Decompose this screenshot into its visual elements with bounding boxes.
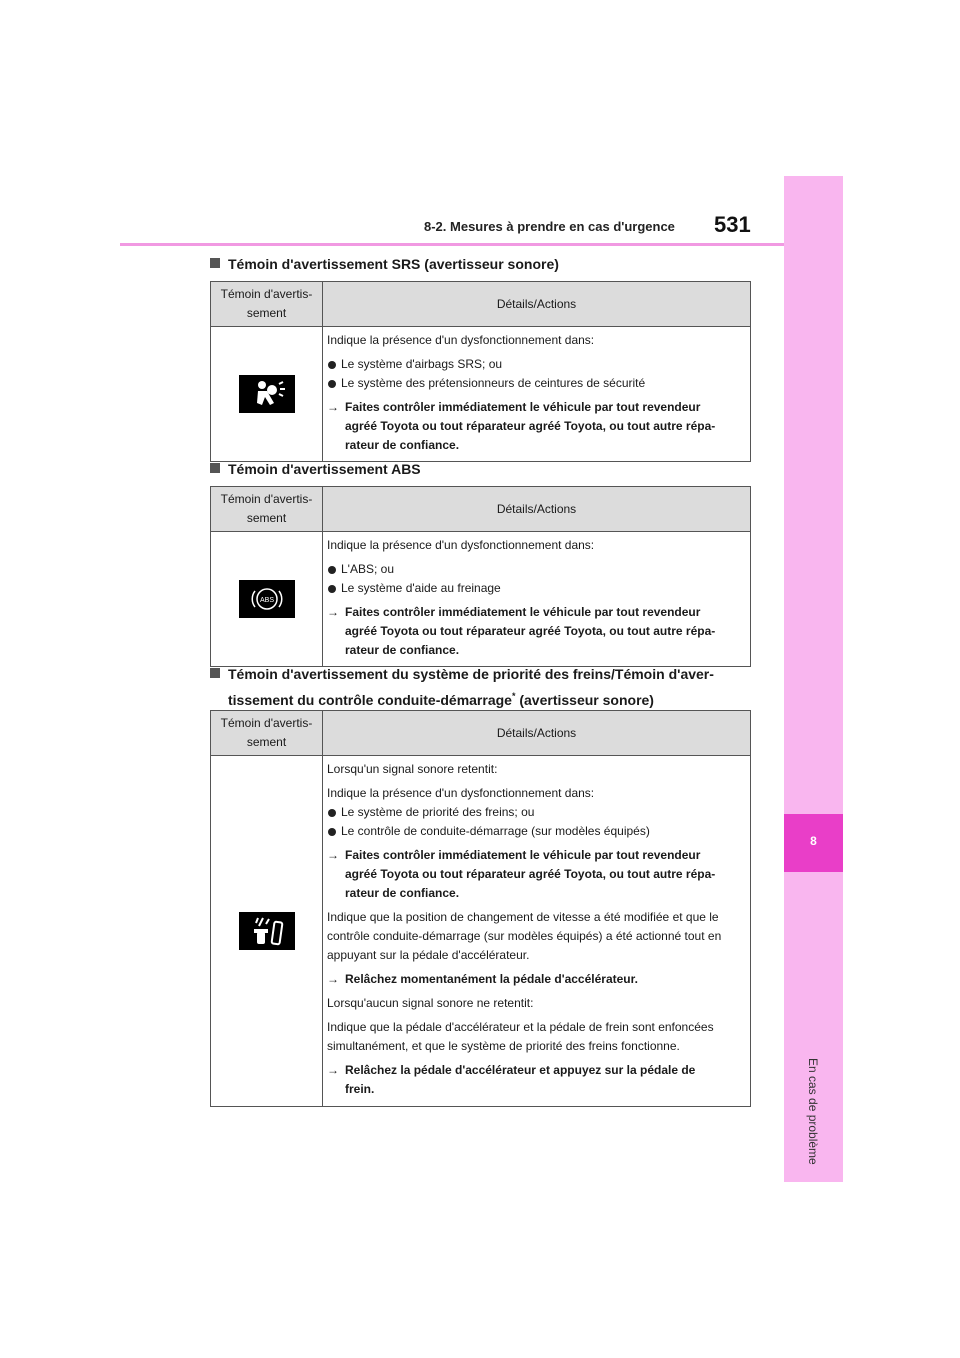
table-header-light: Témoin d'avertis- sement [211,282,323,327]
table-header-details: Détails/Actions [323,487,751,532]
abs-icon [239,580,295,618]
abs-warning-table [210,486,751,667]
header-section-title: 8-2. Mesures à prendre en cas d'urgence [424,219,675,234]
page-number: 531 [714,212,751,237]
square-bullet-icon [210,463,220,473]
brake-override-icon [239,912,295,950]
table-header-details: Détails/Actions [323,711,751,756]
abs-details: Indique la présence d'un dysfonctionnement dans: L'ABS; ou Le système d'aide au freinage → Faites contrôler immédiatement le véhicule par tout revendeur agréé Toyota ou tout réparateur agréé Toyota, ou tout autre répa- rateur de confiance. [323,532,751,667]
svg-text:ABS: ABS [259,597,274,604]
square-bullet-icon [210,668,220,678]
chapter-title: En cas de problème [806,1058,820,1165]
header-divider [120,243,784,246]
table-header-details: Détails/Actions [323,282,751,327]
brake-override-details: Lorsqu'un signal sonore retentit: Indique la présence d'un dysfonctionnement dans: Le système de priorité des freins; ou Le contrôle de conduite-démarrage (sur modèles équipés) → Faites contrôler immédiatement le véhicule par tout revendeur agréé Toyota ou tout réparateur agréé Toyota, ou tout autre répa- rateur de confiance. Indique que la position de changement de vitesse a été modifiée et que le contrôle conduite-démarrage (sur modèles équipés) a été actionné tout en appuyant sur la pédale d'accélérateur. → Relâchez momentanément la pédale d'accélérateur. Lorsqu'aucun signal sonore ne retentit: Indique que la pédale d'accélérateur et la pédale de frein sont enfoncées simultanément, et que le système de priorité des freins fonctionne. → Relâchez la pédale d'accélérateur et appuyez sur la pédale de frein. [323,756,751,1107]
chapter-number: 8 [810,834,817,848]
chapter-side-tab [784,176,843,1182]
srs-details: Indique la présence d'un dysfonctionnement dans: Le système d'airbags SRS; ou Le système des prétensionneurs de ceintures de sécurité → Faites contrôler immédiatement le véhicule par tout revendeur agréé Toyota ou tout réparateur agréé Toyota, ou tout autre répa- rateur de confiance. [323,327,751,462]
brake-override-warning-table [210,710,751,1107]
srs-airbag-icon [239,375,295,413]
square-bullet-icon [210,258,220,268]
section-heading-brake-override: Témoin d'avertissement du système de priorité des freins/Témoin d'aver- tissement du contrôle conduite-démarrage* (avertisseur sonore) [210,664,755,710]
section-heading-abs: Témoin d'avertissement ABS [210,459,755,479]
section-heading-srs: Témoin d'avertissement SRS (avertisseur sonore) [210,254,755,274]
table-header-light: Témoin d'avertis- sement [211,711,323,756]
table-header-light: Témoin d'avertis- sement [211,487,323,532]
srs-warning-table [210,281,751,462]
